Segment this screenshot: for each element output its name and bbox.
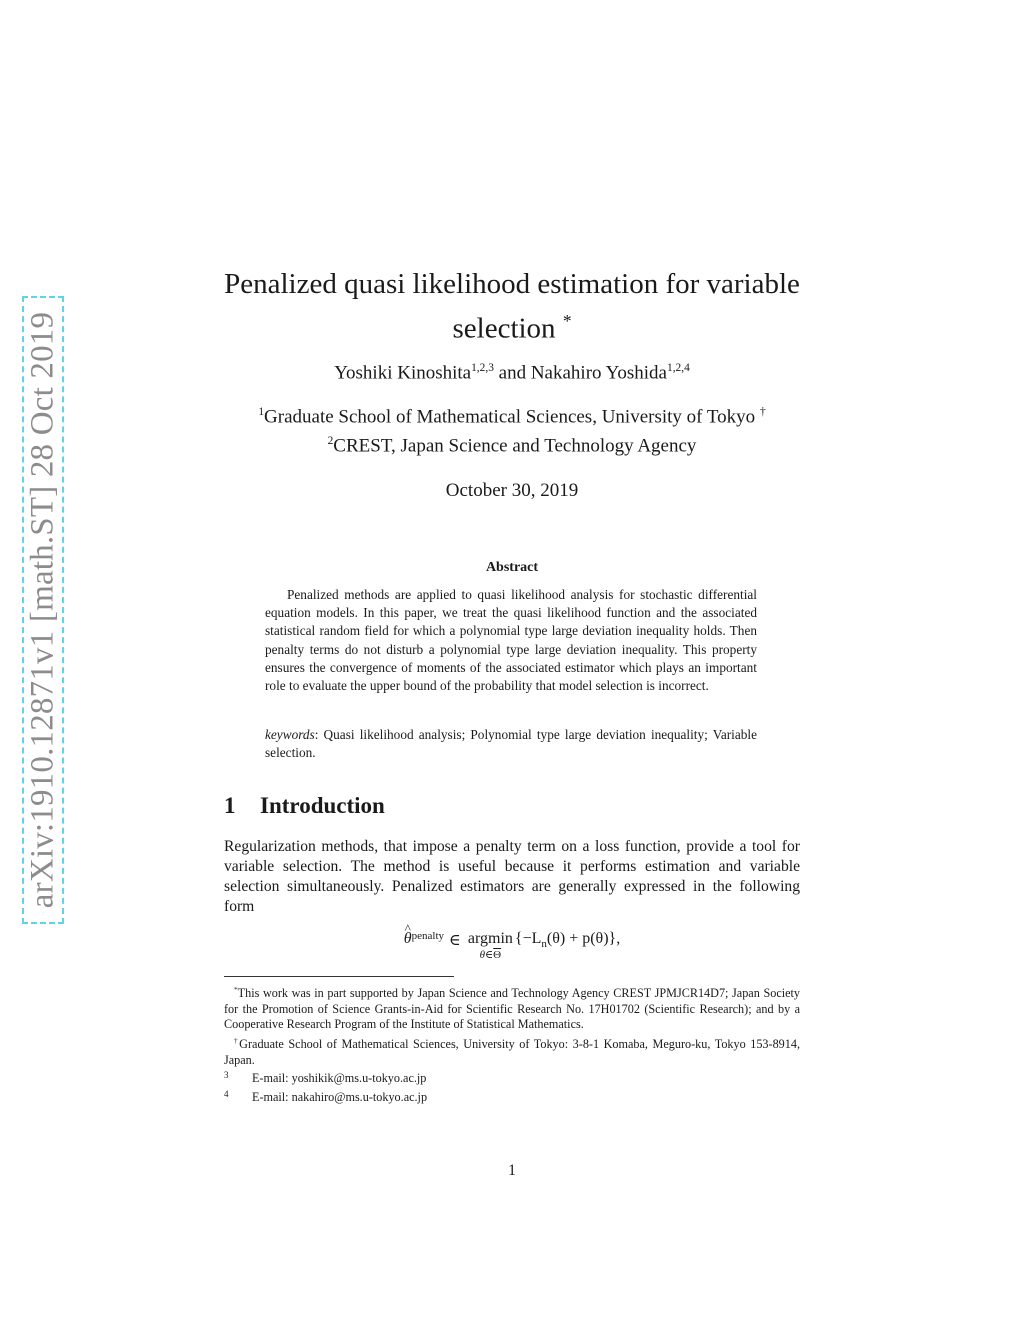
affiliation-line: $^1$Graduate School of Mathematical Sciences, University of Tokyo † [258, 406, 766, 428]
footnote: 3 E-mail: yoshikik@ms.u-tokyo.ac.jp [224, 1070, 427, 1086]
footnote: *This work was in part supported by Japan Science and Technology Agency CREST JPMJCR14D7; Japan Society for the Promotion of Science Grants-in-Aid for Scientific Research No. 17H01702 (Scientific Research); and by a Cooperative Research Program of the Institute of Statistical Mathematics. [224, 985, 800, 1032]
arxiv-watermark [22, 296, 64, 924]
author-affiliation-marks: 1,2,4 [667, 362, 690, 374]
arxiv-identifier: arXiv:1910.12871v1 [math.ST] 28 Oct 2019 [24, 311, 61, 909]
paper-title [160, 266, 864, 348]
section-title: Introduction [260, 793, 385, 818]
section-number: 1 [224, 793, 236, 818]
keywords [265, 726, 757, 762]
author-name: Nakahiro Yoshida [530, 362, 667, 384]
section-heading [224, 793, 385, 819]
display-equation: ^ θ penalty ∈ argmin $\theta\in\overline{\Theta}$ $\{-L_n(\theta) + p(\theta)\}$, [224, 930, 800, 961]
abstract-body: Penalized methods are applied to quasi likelihood analysis for stochastic differential equation models. In this paper, we treat the quasi likelihood function and the associated statistical random field for which a polynomial type large deviation inequality holds. Then penalty terms do not disturb a polynomial type large deviation inequality. This property ensures the convergence of moments of the associated estimator which plays an important role to evaluate the upper bound of the probability that model selection is incorrect. [265, 587, 757, 694]
author-list: Yoshiki Kinoshita$^{1,2,3}$ and Nakahiro Yoshida$^{1,2,4}$ [334, 362, 690, 384]
keywords-label: keywords [265, 727, 315, 742]
affiliations [160, 400, 864, 459]
abstract-heading: Abstract [485, 560, 539, 575]
footnote-divider [224, 976, 454, 977]
title-line-2: selection * [452, 311, 572, 345]
title-footnote-mark: * [562, 311, 572, 331]
title-line-1: Penalized quasi likelihood estimation for variable [224, 268, 800, 300]
publication-date: October 30, 2019 [445, 480, 579, 501]
author-affiliation-marks: 1,2,3 [471, 362, 494, 374]
footnote: †Graduate School of Mathematical Sciences, University of Tokyo: 3-8-1 Komaba, Meguro-ku, Tokyo 153-8914, Japan. [224, 1035, 801, 1067]
affiliation-line: $^2$CREST, Japan Science and Technology Agency [327, 435, 697, 457]
introduction-paragraph: Regularization methods, that impose a penalty term on a loss function, provide a tool for variable selection. The method is useful because it performs estimation and variable selection simultaneously. Penalized estimators are generally expressed in the following form [224, 838, 800, 915]
page-number: 1 [508, 1162, 516, 1179]
theta-hat: ^ θ [404, 930, 412, 948]
footnote: 4 E-mail: nakahiro@ms.u-tokyo.ac.jp [224, 1088, 428, 1104]
author-name: Yoshiki Kinoshita [334, 362, 472, 384]
argmin-operator: argmin $\theta\in\overline{\Theta}$ [467, 930, 513, 961]
keywords-text: : Quasi likelihood analysis; Polynomial type large deviation inequality; Variable selection. [265, 727, 757, 761]
footnotes [224, 982, 800, 1105]
